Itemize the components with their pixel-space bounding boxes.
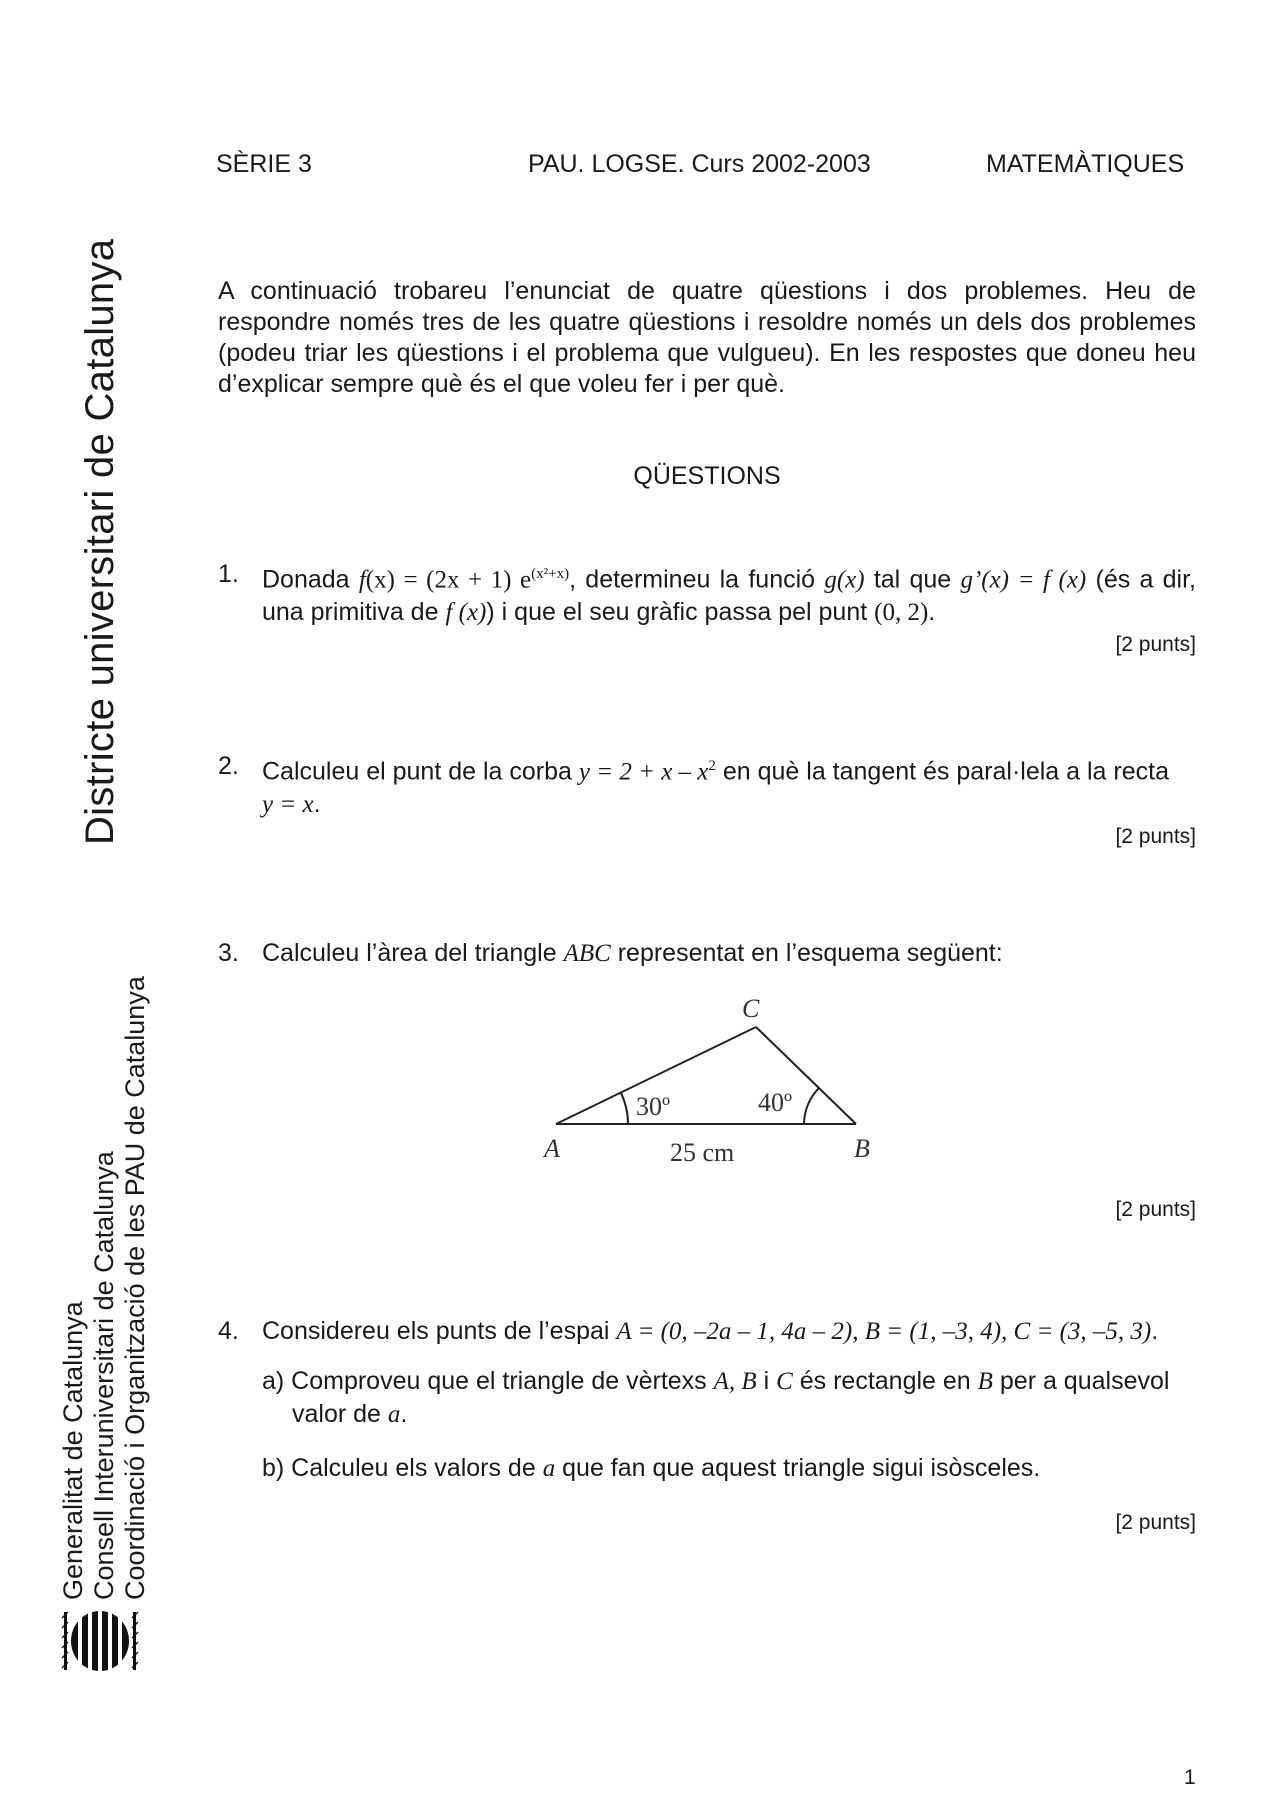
question-2 (218, 750, 1196, 848)
side-label: 25 cm (670, 1138, 735, 1167)
page-number: 1 (1184, 1766, 1196, 1789)
council-label: Consell Interuniversitari de Catalunya (89, 1151, 119, 1600)
coordination-label: Coordinació i Organització de les PAU de Catalunya (120, 976, 150, 1600)
question-number: 3. (218, 939, 239, 967)
question-text: Considereu els punts de l’espai A = (0, –2a – 1, 4a – 2), B = (1, –3, 4), C = (3, –5, 3). (262, 1317, 1159, 1345)
points-label: [2 punts] (1115, 633, 1196, 656)
angle-arc-b (804, 1088, 819, 1124)
vertex-label-b: B (854, 1134, 870, 1163)
question-1 (218, 558, 1196, 656)
question-number: 2. (218, 752, 239, 780)
question-4 (218, 1315, 1196, 1534)
generalitat-label: Generalitat de Catalunya (58, 1301, 88, 1600)
question-text: Calculeu l’àrea del triangle ABC representat en l’esquema següent: (262, 939, 1003, 967)
intro-paragraph: A continuació trobareu l’enunciat de quatre qüestions i dos problemes. Heu de respondre només tres de les quatre qüestions i resoldre només un dels dos problemes (podeu triar les qüestions i el problema que vulgueu). En les respostes que doneu heu d’explicar sempre què és el que voleu fer i per què. (218, 277, 1196, 398)
vertex-label-a: A (544, 1134, 560, 1163)
angle-label-b: 40º (758, 1088, 793, 1117)
section-heading: QÜESTIONS (633, 462, 781, 490)
triangle-figure (536, 989, 876, 1179)
question-number: 4. (218, 1317, 239, 1345)
angle-arc-a (621, 1093, 628, 1124)
points-label: [2 punts] (1115, 825, 1196, 848)
subquestion-b: b) Calculeu els valors de a que fan que aquest triangle sigui isòsceles. (262, 1454, 1041, 1482)
generalitat-logo-icon (60, 1606, 140, 1676)
question-text: Calculeu el punt de la corba $y = 2 + x - x^2$ en què la tangent és paral·lela a la recta y = x. (262, 757, 1169, 819)
points-label: [2 punts] (1115, 1198, 1196, 1221)
points-label: [2 punts] (1115, 1511, 1196, 1534)
vertex-label-c: C (742, 994, 760, 1023)
subject-title: MATEMÀTIQUES (986, 150, 1185, 178)
question-text: Donada f(x) = (2x + 1) $e^{(x^2+x)}$, determineu la funció g(x) tal que g’(x) = f (x) (és a dir, una primitiva de f (x)) i que el seu gràfic passa pel punt (0, 2). (262, 565, 1196, 627)
exam-course: PAU. LOGSE. Curs 2002-2003 (528, 150, 871, 178)
angle-label-a: 30º (636, 1092, 671, 1121)
subquestion-a: a) Comproveu que el triangle de vèrtexs A, B i C és rectangle en B per a qualsevol valor de a. (262, 1367, 1170, 1428)
district-label: Districte universitari de Catalunya (78, 238, 122, 845)
question-3 (218, 937, 1196, 1221)
question-number: 1. (218, 560, 239, 588)
series-label: SÈRIE 3 (216, 150, 312, 178)
